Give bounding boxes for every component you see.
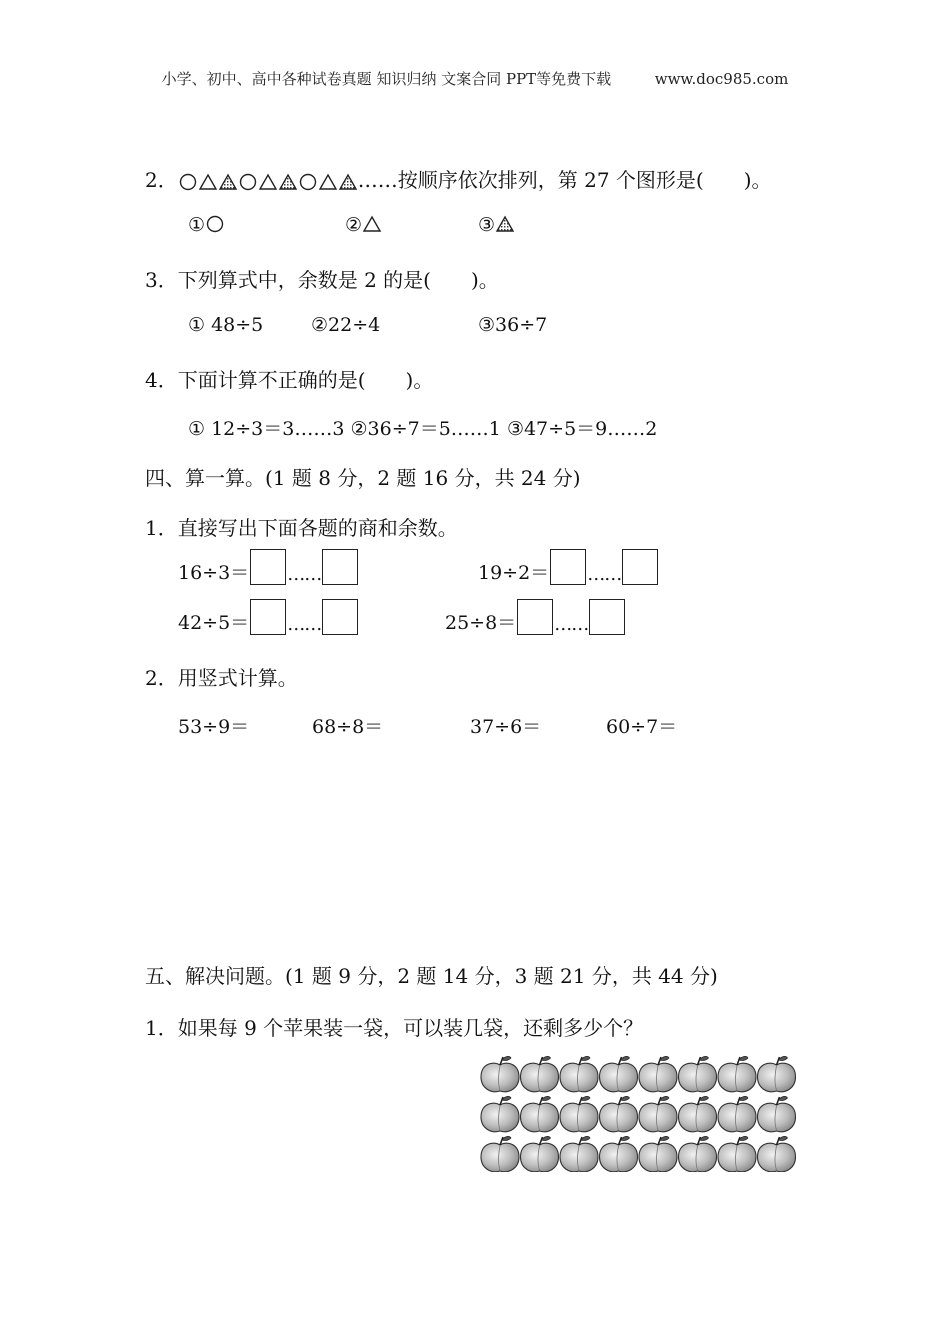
shaded-triangle-icon [338, 172, 358, 192]
apple-icon [639, 1056, 677, 1091]
q3-option-1: ① 48÷5 [188, 314, 264, 336]
division-expression: 16÷3＝ [178, 562, 250, 584]
shaded-triangle-icon [218, 172, 238, 192]
division-expression: 19÷2＝ [478, 562, 550, 584]
apple-icon [639, 1136, 677, 1171]
apple-icon [560, 1056, 598, 1091]
apple-icon [481, 1136, 519, 1171]
q2-option-1-label: ① [188, 214, 206, 236]
q4-option-1: ① 12÷3＝3……3 [188, 418, 345, 440]
quotient-box[interactable] [250, 599, 286, 635]
apple-icon [481, 1056, 519, 1091]
ellipsis: …… [587, 564, 622, 585]
q4-option-2: ②36÷7＝5……1 [350, 418, 501, 440]
quotient-box[interactable] [550, 549, 586, 585]
vertical-calc-1: 53÷9＝ [178, 716, 250, 738]
division-item-3 [178, 599, 359, 635]
header-left-text: 小学、初中、高中各种试卷真题 知识归纳 文案合同 PPT等免费下载 [161, 70, 612, 88]
apple-icon [521, 1096, 559, 1131]
q2-option-3-label: ③ [478, 214, 496, 236]
section-4-q1-title: 1．直接写出下面各题的商和余数。 [145, 516, 458, 540]
q3-option-2: ②22÷4 [311, 314, 381, 336]
apple-icon [679, 1136, 717, 1171]
q4-option-3: ③47÷5＝9……2 [506, 418, 658, 440]
q3-text: 下列算式中，余数是 2 的是( )。 [177, 268, 499, 292]
division-item-2 [478, 549, 659, 585]
apple-icon [758, 1056, 796, 1091]
apple-icon [521, 1056, 559, 1091]
apple-icon [639, 1096, 677, 1131]
question-4 [145, 364, 433, 393]
vertical-calc-2: 68÷8＝ [312, 716, 384, 738]
circle-icon [178, 172, 198, 192]
section-4-title: 四、算一算。(1 题 8 分，2 题 16 分，共 24 分) [145, 466, 581, 490]
remainder-box[interactable] [322, 549, 358, 585]
page-header [0, 68, 950, 89]
q2-option-2 [345, 214, 382, 236]
circle-icon [205, 214, 225, 234]
question-3 [145, 264, 499, 293]
circle-icon [298, 172, 318, 192]
ellipsis: …… [287, 614, 322, 635]
q2-number: 2． [145, 168, 178, 192]
apple-icon [679, 1096, 717, 1131]
apple-icon [600, 1136, 638, 1171]
apple-icon [679, 1056, 717, 1091]
section-5-title: 五、解决问题。(1 题 9 分，2 题 14 分，3 题 21 分，共 44 分) [145, 964, 718, 988]
triangle-icon [258, 172, 278, 192]
apple-icon [718, 1136, 756, 1171]
q4-text: 下面计算不正确的是( )。 [177, 368, 434, 392]
question-2 [145, 164, 772, 194]
triangle-icon [198, 172, 218, 192]
triangle-icon [362, 214, 382, 234]
apple-icon [718, 1096, 756, 1131]
apple-icon [758, 1096, 796, 1131]
division-item-4 [445, 599, 626, 635]
section-5-q1-title: 1．如果每 9 个苹果装一袋，可以装几袋，还剩多少个？ [145, 1016, 644, 1040]
vertical-calc-3: 37÷6＝ [470, 716, 542, 738]
division-item-1 [178, 549, 359, 585]
triangle-icon [318, 172, 338, 192]
apple-icon [758, 1136, 796, 1171]
quotient-box[interactable] [250, 549, 286, 585]
q2-text: ……按顺序依次排列，第 27 个图形是( )。 [357, 168, 772, 192]
q2-option-3 [478, 214, 515, 236]
q4-options [188, 414, 657, 441]
shaded-triangle-icon [495, 214, 515, 234]
apple-icon [560, 1136, 598, 1171]
division-expression: 42÷5＝ [178, 612, 250, 634]
remainder-box[interactable] [322, 599, 358, 635]
vertical-calc-4: 60÷7＝ [606, 716, 678, 738]
apple-icon [600, 1056, 638, 1091]
q4-number: 4． [145, 368, 178, 392]
apple-icon [600, 1096, 638, 1131]
apple-icon [521, 1136, 559, 1171]
q3-number: 3． [145, 268, 178, 292]
apple-icon [481, 1096, 519, 1131]
apple-grid [480, 1054, 800, 1176]
shape-sequence [178, 170, 358, 194]
circle-icon [238, 172, 258, 192]
q2-option-2-label: ② [345, 214, 363, 236]
remainder-box[interactable] [622, 549, 658, 585]
ellipsis: …… [554, 614, 589, 635]
remainder-box[interactable] [589, 599, 625, 635]
q2-option-1 [188, 214, 225, 236]
header-website: www.doc985.com [654, 70, 789, 88]
division-expression: 25÷8＝ [445, 612, 517, 634]
quotient-box[interactable] [517, 599, 553, 635]
shaded-triangle-icon [278, 172, 298, 192]
ellipsis: …… [287, 564, 322, 585]
apple-icon [718, 1056, 756, 1091]
section-4-q2-title: 2．用竖式计算。 [145, 666, 298, 690]
apple-icon [560, 1096, 598, 1131]
apple-grid-image [480, 1054, 800, 1172]
q3-option-3: ③36÷7 [478, 314, 548, 336]
